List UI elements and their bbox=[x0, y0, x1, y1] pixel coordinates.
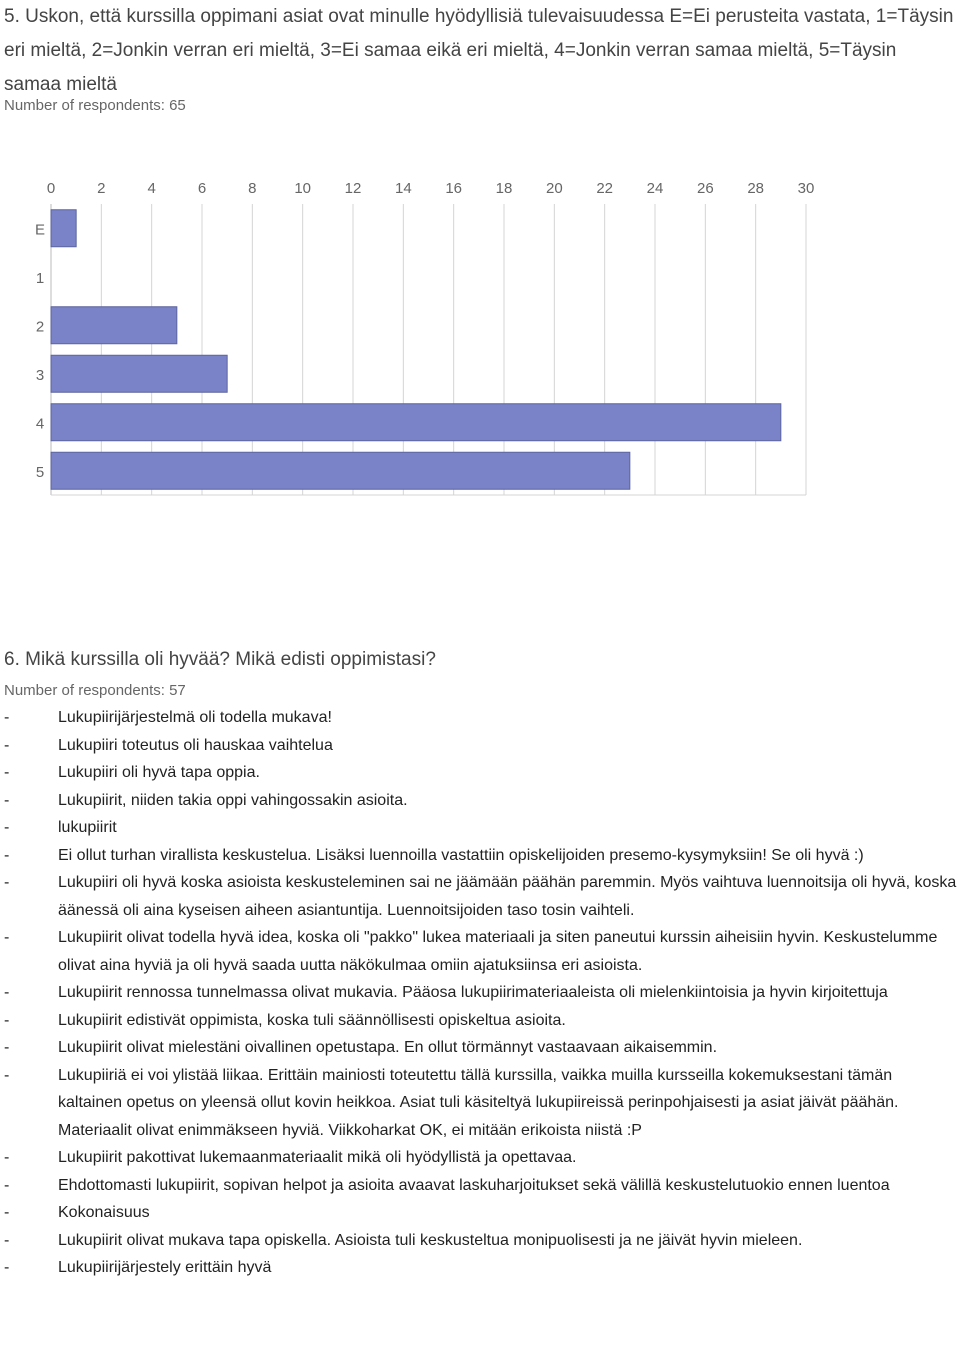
bullet-dash: - bbox=[4, 1149, 10, 1166]
bullet-dash: - bbox=[4, 736, 10, 754]
bullet-dash: - bbox=[4, 984, 10, 1001]
bullet-dash: - bbox=[4, 709, 10, 726]
x-tick-label: 14 bbox=[394, 180, 412, 197]
bar-chart bbox=[0, 160, 830, 505]
answer-text: Ehdottomasti lukupiirit, sopivan helpot ja asioita avaavat laskuharjoitukset sekä välillä keskustelutuokio ennen luentoa bbox=[58, 1176, 890, 1194]
answer-item bbox=[0, 1254, 960, 1282]
question-6-title: 6. Mikä kurssilla oli hyvää? Mikä edisti oppimistasi? bbox=[4, 649, 436, 670]
x-tick-label: 12 bbox=[344, 180, 362, 197]
x-tick-label: 30 bbox=[797, 180, 815, 197]
x-tick-label: 22 bbox=[596, 180, 614, 197]
y-category-label: 5 bbox=[35, 463, 45, 481]
y-category-label: 1 bbox=[35, 269, 45, 287]
bullet-dash: - bbox=[4, 1204, 10, 1221]
answer-item bbox=[0, 1172, 960, 1200]
answer-text: Lukupiirit olivat todella hyvä idea, koska oli "pakko" lukea materiaali ja siten paneutui kurssin aiheisiin hyvin. Keskustelumme olivat aina hyviä ja oli hyvä saada uutta näkökulmaa omiin ajatuksiinsa eri asioista. bbox=[58, 929, 938, 974]
bar-3 bbox=[51, 355, 227, 392]
bullet-dash: - bbox=[4, 1039, 10, 1056]
answer-item bbox=[0, 924, 960, 979]
bullet-dash: - bbox=[4, 1259, 10, 1276]
x-tick-label: 2 bbox=[97, 180, 106, 197]
answer-text: Lukupiirit olivat mukava tapa opiskella. Asioista tuli keskusteltua monipuolisesti ja ne jäivät hyvin mieleen. bbox=[58, 1231, 803, 1249]
answer-text: Lukupiiriä ei voi ylistää liikaa. Erittäin mainiosti toteutettu tällä kurssilla, vaikka muilla kursseilla kokemuksestani tämän kaltainen opetus on yleensä ollut kovin heikkoa. Asiat tuli käsiteltyä lukupiireissä perinpohjaisesti ja asiat jäivät päähän. Materiaalit olivat enimmäkseen hyviä. Viikkoharkat OK, ei mitään erikoista niistä :P bbox=[58, 1066, 899, 1139]
y-category-label: 2 bbox=[35, 318, 45, 336]
x-tick-label: 26 bbox=[696, 180, 714, 197]
bullet-dash: - bbox=[4, 1011, 10, 1029]
bar-2 bbox=[51, 307, 177, 344]
answer-text: Lukupiirijärjestely erittäin hyvä bbox=[58, 1259, 272, 1276]
x-tick-label: 0 bbox=[46, 180, 56, 197]
bullet-dash: - bbox=[4, 846, 10, 864]
answer-text: Lukupiirit pakottivat lukemaanmateriaalit mikä oli hyödyllistä ja opettavaa. bbox=[58, 1149, 577, 1166]
answer-item bbox=[0, 1034, 960, 1062]
answer-item bbox=[0, 704, 960, 732]
bullet-dash: - bbox=[4, 1176, 10, 1194]
answer-item bbox=[0, 759, 960, 787]
answer-item bbox=[0, 842, 960, 870]
bullet-dash: - bbox=[4, 1231, 10, 1249]
answer-text: Ei ollut turhan virallista keskustelua. Lisäksi luennoilla vastattiin opiskelijoiden presemo-kysymyksiin! Se oli hyvä :) bbox=[58, 846, 864, 864]
bullet-dash: - bbox=[4, 764, 10, 781]
answer-text: Lukupiirit olivat mielestäni oivallinen opetustapa. En ollut törmännyt vastaavaan aikaisemmin. bbox=[58, 1039, 718, 1056]
bullet-dash: - bbox=[4, 791, 10, 809]
plot-area bbox=[51, 204, 806, 495]
answer-item bbox=[0, 869, 960, 924]
x-tick-label: 24 bbox=[646, 180, 664, 197]
bullet-dash: - bbox=[4, 819, 10, 836]
answer-text: Lukupiirijärjestelmä oli todella mukava! bbox=[58, 709, 332, 726]
answer-item bbox=[0, 814, 960, 842]
answer-item bbox=[0, 1227, 960, 1255]
x-tick-label: 6 bbox=[197, 180, 207, 197]
question-6-respondents: Number of respondents: 57 bbox=[4, 682, 186, 699]
x-tick-label: 10 bbox=[294, 180, 312, 197]
answer-text: Lukupiiri oli hyvä koska asioista keskusteleminen sai ne jäämään päähän paremmin. Myös vaihtuva luennoitsija oli hyvä, koska äänessä oli aina kyseisen aiheen asiantuntija. Luennoitsijoiden taso tosin vaihteli. bbox=[58, 874, 957, 919]
x-tick-label: 28 bbox=[747, 180, 765, 197]
answer-list bbox=[0, 704, 960, 1282]
answer-item bbox=[0, 979, 960, 1007]
x-tick-label: 16 bbox=[445, 180, 463, 197]
y-category-label: E bbox=[34, 221, 46, 239]
question-5-title: 5. Uskon, että kurssilla oppimani asiat ovat minulle hyödyllisiä tulevaisuudessa E=Ei perusteita vastata, 1=Täysin eri mieltä, 2=Jonkin verran eri mieltä, 3=Ei samaa eikä eri mieltä, 4=Jonkin verran samaa mieltä, 5=Täysin samaa mieltä bbox=[4, 6, 954, 95]
x-tick-label: 18 bbox=[495, 180, 513, 197]
question-5-respondents: Number of respondents: 65 bbox=[4, 97, 186, 114]
x-tick-label: 8 bbox=[248, 180, 257, 197]
answer-item bbox=[0, 787, 960, 815]
y-category-label: 4 bbox=[35, 415, 45, 433]
bullet-dash: - bbox=[4, 874, 10, 891]
answer-item bbox=[0, 1007, 960, 1035]
answer-text: lukupiirit bbox=[58, 819, 117, 836]
answer-text: Kokonaisuus bbox=[58, 1204, 150, 1221]
bullet-dash: - bbox=[4, 1066, 10, 1084]
answer-text: Lukupiiri toteutus oli hauskaa vaihtelua bbox=[58, 736, 333, 754]
answer-item bbox=[0, 732, 960, 760]
bar-E bbox=[51, 210, 76, 247]
answer-text: Lukupiirit rennossa tunnelmassa olivat mukavia. Pääosa lukupiirimateriaaleista oli mielenkiintoisia ja hyvin kirjoitettuja bbox=[58, 984, 888, 1001]
answer-item bbox=[0, 1199, 960, 1227]
bar-5 bbox=[51, 452, 630, 489]
answer-item bbox=[0, 1144, 960, 1172]
bar-4 bbox=[51, 404, 781, 441]
bullet-dash: - bbox=[4, 929, 10, 946]
answer-text: Lukupiiri oli hyvä tapa oppia. bbox=[58, 764, 260, 781]
x-tick-label: 4 bbox=[147, 180, 156, 197]
answer-text: Lukupiirit edistivät oppimista, koska tuli säännöllisesti opiskeltua asioita. bbox=[58, 1011, 566, 1029]
answer-text: Lukupiirit, niiden takia oppi vahingossakin asioita. bbox=[58, 791, 408, 809]
x-tick-label: 20 bbox=[545, 180, 563, 197]
answer-item bbox=[0, 1062, 960, 1145]
y-category-label: 3 bbox=[35, 366, 45, 384]
